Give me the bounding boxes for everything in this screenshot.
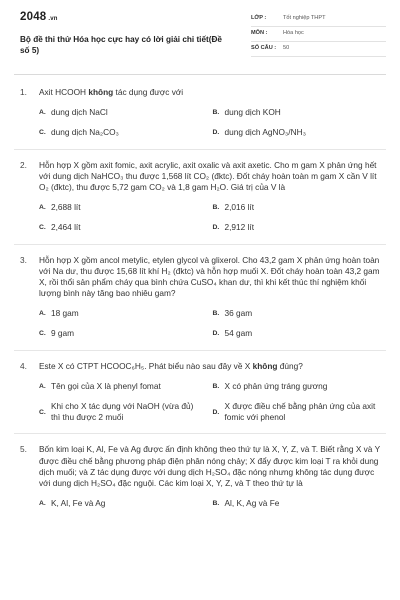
- option-a[interactable]: A. 2,688 lít: [39, 202, 213, 213]
- question-divider: [14, 149, 386, 150]
- option-c[interactable]: C. Khi cho X tác dụng với NaOH (vừa đủ) thì thu được 2 muối: [39, 401, 213, 423]
- question-3: [0, 255, 400, 340]
- question-text: Hỗn hợp X gồm axit fomic, axit acrylic, axit oxalic và axit axetic. Cho m gam X phản ứng hết với dung dịch NaHCO₃ thu được 1,568 lít CO₂ (đktc). Đốt cháy hoàn toàn m gam X cần V lít O₂ (đktc), thu được 5,72 gam CO₂ và 1,8 gam H₂O. Giá trị của V là: [39, 159, 377, 192]
- question-number: 3.: [20, 254, 27, 265]
- option-a[interactable]: A. K, Al, Fe và Ag: [39, 498, 213, 509]
- meta-label: MÔN :: [251, 30, 268, 37]
- question-4: [0, 361, 400, 424]
- option-text: 18 gam: [51, 308, 79, 319]
- question-2: [0, 160, 400, 234]
- option-text: Khi cho X tác dụng với NaOH (vừa đủ) thì thu được 2 muối: [51, 401, 194, 423]
- meta-label: SỐ CÂU :: [251, 45, 277, 52]
- option-b[interactable]: B. Al, K, Ag và Fe: [213, 498, 387, 509]
- option-a[interactable]: A. dung dịch NaCl: [39, 107, 213, 118]
- option-text: dung dịch Na₂CO₃: [51, 127, 119, 138]
- option-d[interactable]: D. 2,912 lít: [213, 222, 387, 233]
- option-text: 2,688 lít: [51, 202, 81, 213]
- question-5: [0, 444, 400, 509]
- option-b[interactable]: B. dung dịch KOH: [213, 107, 387, 118]
- question-text: Axit HCOOH không tác dụng được với: [39, 87, 184, 97]
- question-divider: [14, 350, 386, 351]
- option-text: dung dịch AgNO₃/NH₃: [224, 127, 306, 138]
- option-c[interactable]: C. 9 gam: [39, 328, 213, 339]
- question-number: 4.: [20, 360, 27, 371]
- option-b[interactable]: B. 2,016 lít: [213, 202, 387, 213]
- meta-value: Tốt nghiệp THPT: [283, 15, 326, 22]
- option-text: 2,912 lít: [224, 222, 255, 233]
- option-text: 54 gam: [224, 328, 253, 339]
- question-text: Hỗn hợp X gồm ancol metylic, etylen glycol và glixerol. Cho 43,2 gam X phản ứng hoàn toàn với Na dư, thu được 15,68 lít khí H₂ (đktc) và hỗn hợp muối X. Đốt cháy hoàn toàn 43,2 gam X, rồi thổi sản phẩm cháy qua bình chứa CuSO₄ khan dư, thì khi kết thúc thí nghiệm khối lượng bình này tăng bao nhiêu gam?: [39, 254, 380, 299]
- question-divider: [14, 433, 386, 434]
- option-a[interactable]: A. 18 gam: [39, 308, 213, 319]
- option-c[interactable]: C. dung dịch Na₂CO₃: [39, 127, 213, 138]
- meta-class: [251, 12, 386, 27]
- option-text: X có phản ứng tráng gương: [224, 380, 328, 391]
- meta-value: 50: [283, 45, 290, 52]
- option-text: Tên gọi của X là phenyl fomat: [51, 380, 161, 391]
- meta-subject: [251, 27, 386, 42]
- exam-title: Bộ đề thi thử Hóa học cực hay có lời giải chi tiết(Đề số 5): [20, 35, 222, 56]
- question-number: 1.: [20, 87, 27, 97]
- meta-value: Hóa học: [283, 30, 304, 37]
- option-text: dung dịch NaCl: [51, 107, 108, 118]
- option-d[interactable]: D. 54 gam: [213, 328, 387, 339]
- option-d[interactable]: D. X được điều chế bằng phản ứng của axit fomic với phenol: [213, 401, 387, 423]
- meta-label: LỚP :: [251, 15, 267, 22]
- logo-suffix: .vn: [48, 16, 58, 22]
- question-text: Bốn kim loại K, Al, Fe và Ag được ấn định không theo thứ tự là X, Y, Z, và T. Biết rằng X và Y được điều chế bằng phương pháp điện phân nóng chảy; X đẩy được kim loại T ra khỏi dung dịch muối; và Z tác dụng được với dung dịch H₂SO₄ đặc nóng nhưng không tác dụng được với dung dịch H₂SO₄ đặc nguội. Các kim loại X, Y, Z, và T theo thứ tự là: [39, 444, 380, 488]
- exam-meta: [251, 12, 386, 57]
- option-text: 2,464 lít: [51, 222, 81, 233]
- option-text: X được điều chế bằng phản ứng của axit fomic với phenol: [224, 401, 376, 423]
- question-divider: [14, 244, 386, 245]
- option-text: 9 gam: [51, 328, 75, 339]
- meta-question-count: [251, 42, 386, 57]
- option-b[interactable]: B. X có phản ứng tráng gương: [213, 381, 387, 392]
- logo-text: 2048: [20, 11, 47, 23]
- option-text: Al, K, Ag và Fe: [224, 498, 280, 509]
- option-text: dung dịch KOH: [224, 107, 281, 118]
- option-b[interactable]: B. 36 gam: [213, 308, 387, 319]
- option-a[interactable]: A. Tên gọi của X là phenyl fomat: [39, 381, 213, 392]
- option-text: 2,016 lít: [224, 202, 255, 213]
- question-text: Este X có CTPT HCOOC₆H₅. Phát biểu nào sau đây về X không đúng?: [39, 360, 303, 371]
- option-text: K, Al, Fe và Ag: [51, 498, 106, 509]
- question-number: 2.: [20, 159, 27, 170]
- question-1: [0, 87, 400, 139]
- document-header: [0, 0, 400, 74]
- option-text: 36 gam: [224, 308, 253, 319]
- option-c[interactable]: C. 2,464 lít: [39, 222, 213, 233]
- option-d[interactable]: D. dung dịch AgNO₃/NH₃: [213, 127, 387, 138]
- question-number: 5.: [20, 444, 27, 455]
